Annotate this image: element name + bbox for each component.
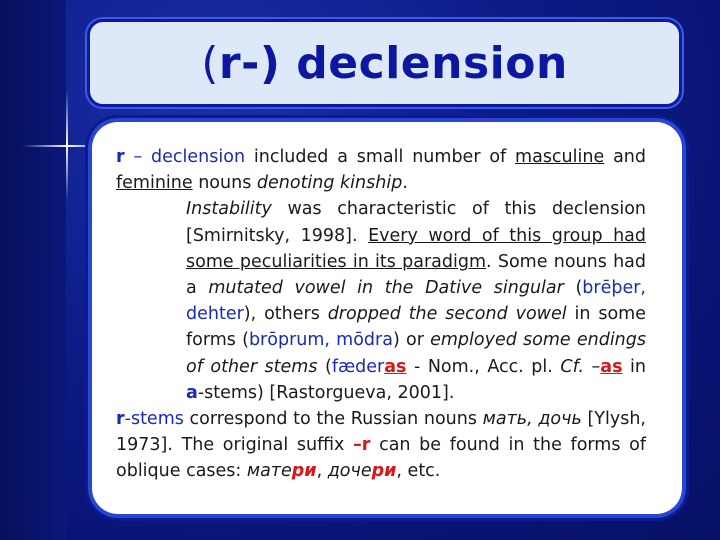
- example-mate: мате: [246, 461, 292, 482]
- paragraph-1: r – declension included a small number of masculine and feminine nouns denoting kinship.: [116, 147, 646, 194]
- cf-abbrev: Cf.: [560, 356, 584, 377]
- example-faeder: fæder: [331, 356, 385, 377]
- dropped-vowel-phrase: dropped the second vowel: [327, 304, 567, 325]
- mutated-vowel-phrase: mutated vowel in the Dative singular: [208, 278, 564, 299]
- title-text: r-) declension: [218, 37, 568, 89]
- instability-term: Instability: [186, 199, 272, 220]
- employed-endings-phrase: employed some endings of other stems: [186, 330, 647, 377]
- suffix-r: –r: [353, 435, 371, 456]
- a-stem-letter: a: [186, 382, 198, 403]
- title-box: [87, 19, 682, 107]
- r-letter-2: r: [116, 409, 125, 430]
- content-box: [92, 122, 682, 514]
- suffix-ri-1: ри: [291, 461, 317, 482]
- declension-term: – declension: [124, 147, 246, 167]
- r-letter: r: [116, 147, 125, 167]
- kinship-phrase: denoting kinship: [256, 173, 403, 194]
- paragraph-3: r-stems correspond to the Russian nouns мать, дочь [Ylysh, 1973]. The original suffix –r can be found in the forms of oblique cases: матери, дочери, etc.: [116, 409, 646, 482]
- ending-as: as: [384, 356, 407, 377]
- paragraph-2: Instability was characteristic of this declension [Smirnitsky, 1998]. Every word of this group had some peculiarities in its paradigm. Some nouns had a mutated vowel in the Dative singular (brēþer, dehter), others dropped the second vowel in some forms (brōprum, mōdra) or employed some endings of other stems (fæderas - Nom., Acc. pl. Cf. –as in a-stems) [Rastorgueva, 2001].: [186, 199, 647, 403]
- every-word-phrase: Every word of this group had some peculiarities in its paradigm: [186, 225, 646, 272]
- left-decorative-stripe: [0, 0, 66, 540]
- title-paren: (: [201, 37, 219, 89]
- example-doche: доче: [327, 461, 372, 482]
- stems-term: -stems: [124, 409, 184, 430]
- feminine-term: feminine: [116, 173, 193, 194]
- russian-nouns: мать, дочь: [482, 409, 582, 430]
- suffix-ri-2: ри: [371, 461, 397, 482]
- masculine-term: masculine: [515, 147, 605, 167]
- ending-as-2: as: [600, 356, 623, 377]
- example-brether: brēþer, dehter: [186, 278, 646, 325]
- slide-title: [201, 38, 568, 89]
- example-brothrum: brōprum, mōdra: [248, 330, 393, 351]
